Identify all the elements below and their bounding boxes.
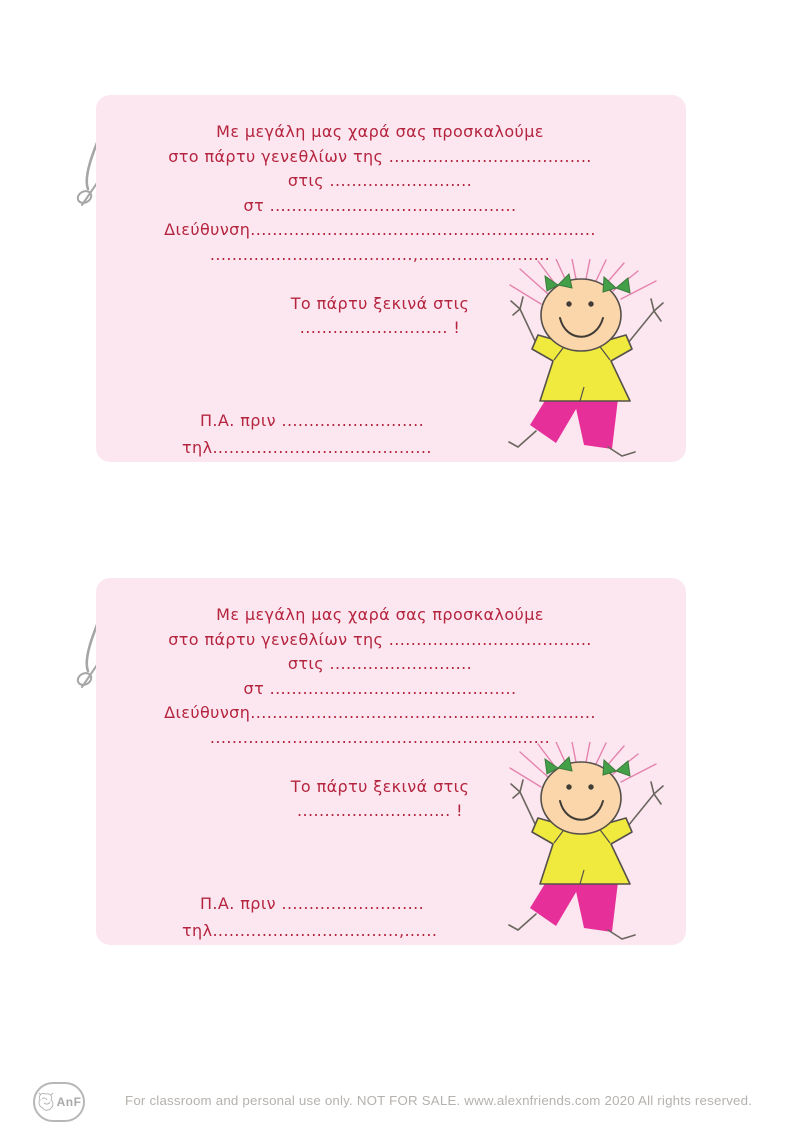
address-line: Διεύθυνση............................................................... xyxy=(164,220,596,240)
logo-doodle-icon xyxy=(37,1091,55,1113)
footer xyxy=(0,1072,802,1134)
anf-logo xyxy=(33,1082,85,1122)
time-line: ............................ ! xyxy=(297,801,463,821)
date-line: στις .......................... xyxy=(287,654,473,674)
phone-line: τηλ........................................ xyxy=(182,438,432,458)
rsvp-line: Π.Α. πριν .......................... xyxy=(200,410,425,430)
party-of-line: στο πάρτυ γενεθλίων της ..................................... xyxy=(168,629,592,649)
address-line-2: .............................................................. xyxy=(209,727,551,747)
footer-text: For classroom and personal use only. NOT FOR SALE. www.alexnfriends.com 2020 All rights reserved. xyxy=(125,1093,753,1108)
invitation-card-1 xyxy=(96,95,686,462)
jumping-girl-illustration xyxy=(508,259,670,459)
place-line: στ ............................................. xyxy=(243,195,517,215)
greeting-line: Με μεγάλη μας χαρά σας προσκαλούμε xyxy=(216,605,544,624)
logo-text: AnF xyxy=(56,1095,82,1109)
place-line: στ ............................................. xyxy=(243,678,517,698)
phone-line: τηλ..................................,...... xyxy=(182,921,438,941)
party-start-line: Το πάρτυ ξεκινά στις xyxy=(290,293,470,313)
address-line: Διεύθυνση............................................................... xyxy=(164,703,596,723)
jumping-girl-illustration xyxy=(508,742,670,942)
address-line-2: .....................................,........................ xyxy=(209,244,551,264)
party-start-line: Το πάρτυ ξεκινά στις xyxy=(290,776,470,796)
greeting-line: Με μεγάλη μας χαρά σας προσκαλούμε xyxy=(216,122,544,141)
date-line: στις .......................... xyxy=(287,171,473,191)
time-line: ........................... ! xyxy=(299,318,461,338)
party-of-line: στο πάρτυ γενεθλίων της ..................................... xyxy=(168,146,592,166)
rsvp-line: Π.Α. πριν .......................... xyxy=(200,893,425,913)
invitation-card-2 xyxy=(96,578,686,945)
